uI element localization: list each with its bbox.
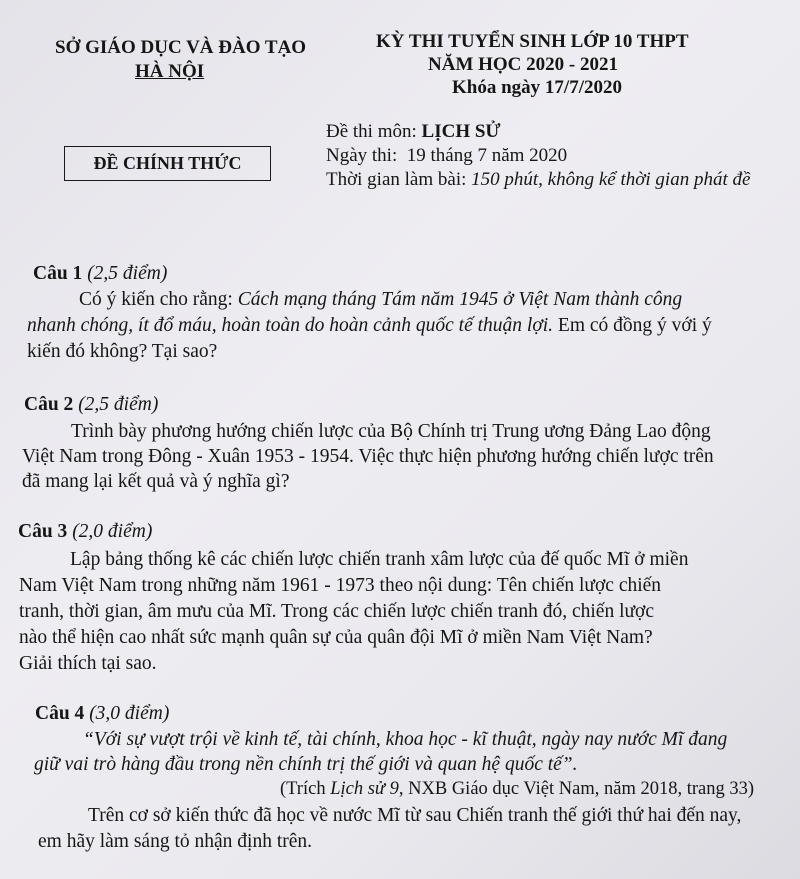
q4-quote-a: “Với sự vượt trội về kinh tế, tài chính, khoa học - kĩ thuật, ngày nay nước Mĩ đang (83, 729, 728, 750)
official-label: ĐỀ CHÍNH THỨC (64, 146, 271, 181)
question-4-title (35, 703, 169, 725)
question-1-line-1 (79, 289, 682, 311)
question-3-line-4: nào thể hiện cao nhất sức mạnh quân sự của quân đội Mĩ ở miền Nam Việt Nam? (19, 627, 653, 648)
session-date: Khóa ngày 17/7/2020 (452, 77, 622, 98)
exam-title: KỲ THI TUYỂN SINH LỚP 10 THPT (376, 31, 689, 52)
question-3-line-2: Nam Việt Nam trong những năm 1961 - 1973 theo nội dung: Tên chiến lược chiến (19, 575, 662, 596)
question-3-points: (2,0 điểm) (72, 521, 153, 542)
question-3-line-1: Lập bảng thống kê các chiến lược chiến tranh xâm lược của đế quốc Mĩ ở miền (70, 549, 689, 570)
question-3-label: Câu 3 (18, 521, 68, 542)
question-4-quote-line-1 (83, 729, 727, 751)
question-1-line-3: kiến đó không? Tại sao? (27, 341, 218, 362)
school-year: NĂM HỌC 2020 - 2021 (428, 54, 618, 75)
question-3-line-5: Giải thích tại sao. (19, 653, 157, 674)
date-label: Ngày thi: (326, 145, 407, 166)
question-2-line-3: đã mang lại kết quả và ý nghĩa gì? (22, 471, 290, 492)
question-4-quote-line-2 (34, 754, 578, 776)
q1-text-b: Em có đồng ý với ý (553, 315, 712, 336)
question-1-label: Câu 1 (33, 263, 83, 284)
question-2-title (24, 394, 158, 416)
question-1-line-2 (27, 315, 712, 337)
q1-text-italic-b: nhanh chóng, ít đổ máu, hoàn toàn do hoàn cảnh quốc tế thuận lợi. (27, 315, 554, 336)
question-1-title (33, 263, 167, 285)
q4-cite-book: Lịch sử 9 (330, 779, 399, 799)
subject-value: LỊCH SỬ (421, 121, 501, 142)
q4-cite-c: , NXB Giáo dục Việt Nam, năm 2018, trang 33) (398, 779, 755, 799)
question-1-points: (2,5 điểm) (87, 263, 168, 284)
department-city: HÀ NỘI (135, 61, 205, 82)
question-4-line-1: Trên cơ sở kiến thức đã học về nước Mĩ từ sau Chiến tranh thế giới thứ hai đến nay, (88, 805, 742, 826)
question-4-points: (3,0 điểm) (89, 703, 170, 724)
question-2-line-1: Trình bày phương hướng chiến lược của Bộ Chính trị Trung ương Đảng Lao động (71, 421, 711, 442)
exam-subject (326, 121, 501, 143)
question-2-line-2: Việt Nam trong Đông - Xuân 1953 - 1954. Việc thực hiện phương hướng chiến lược trên (22, 446, 714, 467)
question-3-line-3: tranh, thời gian, âm mưu của Mĩ. Trong các chiến lược chiến tranh đó, chiến lược (19, 601, 655, 622)
department-name: SỞ GIÁO DỤC VÀ ĐÀO TẠO (55, 37, 307, 58)
question-4-citation (280, 779, 754, 800)
time-label: Thời gian làm bài: (326, 169, 472, 190)
question-4-line-2: em hãy làm sáng tỏ nhận định trên. (38, 831, 313, 852)
question-4-label: Câu 4 (35, 703, 85, 724)
exam-date (326, 145, 567, 167)
question-2-points: (2,5 điểm) (78, 394, 159, 415)
date-value: 19 tháng 7 năm 2020 (406, 145, 568, 166)
question-2-label: Câu 2 (24, 394, 74, 415)
q1-text-a: Có ý kiến cho rằng: (79, 289, 238, 310)
time-value: 150 phút, không kể thời gian phát đề (471, 169, 751, 190)
exam-time (326, 169, 750, 191)
q4-cite-a: (Trích (280, 779, 331, 799)
q4-quote-b: giữ vai trò hàng đầu trong nền chính trị thế giới và quan hệ quốc tế”. (34, 754, 578, 775)
q1-text-italic-a: Cách mạng tháng Tám năm 1945 ở Việt Nam thành công (237, 289, 683, 310)
subject-label: Đề thi môn: (326, 121, 422, 142)
question-3-title (18, 521, 152, 543)
